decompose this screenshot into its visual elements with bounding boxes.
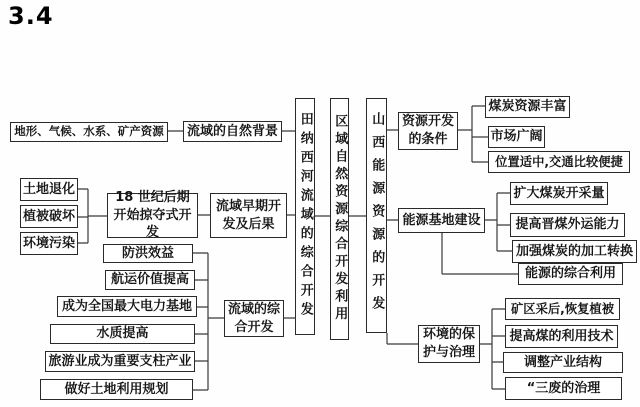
node-condition-location-transport: 位置适中,交通比较便捷 xyxy=(488,151,630,173)
node-env-adjust-industry: 调整产业结构 xyxy=(503,352,623,373)
section-number: 3.4 xyxy=(8,2,54,30)
node-achievement-flood-control: 防洪效益 xyxy=(103,244,193,263)
node-env-restore-vegetation: 矿区采后,恢复植被 xyxy=(505,298,620,320)
node-problem-vegetation-damage: 植被破坏 xyxy=(20,205,78,228)
node-predatory-development: 18 世纪后期开始掠夺式开发 xyxy=(107,193,198,238)
node-achievement-land-planning: 做好土地利用规划 xyxy=(40,379,193,400)
node-energy-base-construction: 能源基地建设 xyxy=(398,208,485,233)
node-base-coal-transport: 提高晋煤外运能力 xyxy=(510,213,625,237)
node-natural-factors: 地形、气候、水系、矿产资源 xyxy=(10,122,168,142)
node-natural-background: 流域的自然背景 xyxy=(183,121,282,142)
spine-regional-resources: 区域自然资源综合开发利用 xyxy=(330,98,349,340)
node-environment-protection: 环境的保护与治理 xyxy=(418,325,480,363)
node-development-conditions: 资源开发的条件 xyxy=(398,112,458,150)
node-early-development: 流域早期开发及后果 xyxy=(210,193,287,238)
node-env-three-wastes: “三废的治理 xyxy=(505,377,622,400)
node-problem-environment-pollution: 环境污染 xyxy=(20,232,78,255)
spine-tennessee: 田纳西河流域的综合开发 xyxy=(295,98,315,335)
node-env-coal-utilization-tech: 提高煤的利用技术 xyxy=(505,325,618,348)
node-energy-comprehensive-use: 能源的综合利用 xyxy=(518,263,623,285)
node-achievement-shipping-value: 航运价值提高 xyxy=(105,270,195,290)
node-condition-broad-market: 市场广阔 xyxy=(488,126,545,148)
node-base-coal-processing: 加强煤炭的加工转换 xyxy=(512,240,637,263)
node-base-expand-mining: 扩大煤炭开采量 xyxy=(510,182,608,205)
node-achievement-power-base: 成为全国最大电力基地 xyxy=(57,296,197,317)
node-comprehensive-development: 流域的综合开发 xyxy=(224,300,284,337)
spine-shanxi: 山西能源资源的开发 xyxy=(366,98,387,333)
node-achievement-tourism: 旅游业成为重要支柱产业 xyxy=(45,351,195,372)
node-problem-land-degradation: 土地退化 xyxy=(20,178,78,201)
node-condition-coal-rich: 煤炭资源丰富 xyxy=(485,96,570,118)
node-achievement-water-quality: 水质提高 xyxy=(50,324,195,344)
